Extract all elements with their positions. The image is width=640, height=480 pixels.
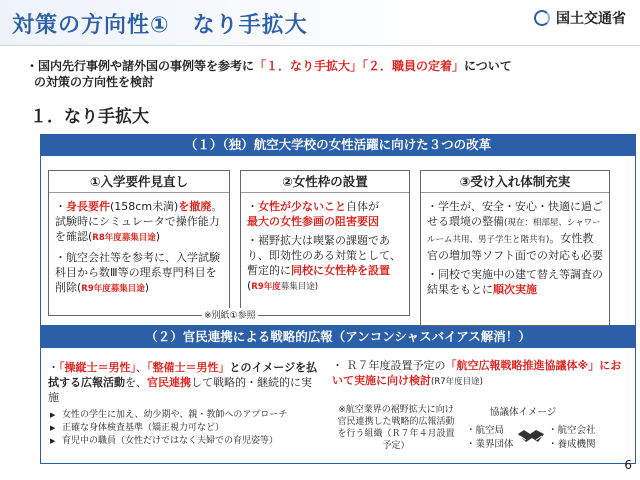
list-item: ▶ 正確な身体検査基準（矯正視力可など） <box>48 422 318 435</box>
section-heading-1: １．なり手拡大 <box>30 107 149 127</box>
column-heading-3: ③受け入れ体制充実 <box>421 171 609 193</box>
page-title: 対策の方向性① なり手拡大 <box>12 13 308 38</box>
col2-point-2: ・裾野拡大は喫緊の課題であり、即効性のある対策として、暫定的に同校に女性枠を設置(R9年度募集目途) <box>247 234 401 292</box>
band-heading-2: （２）官民連携による戦略的広報（アンコンシャスバイアス解消！） <box>40 326 636 348</box>
column-entry-requirements <box>48 170 230 316</box>
column-women-quota <box>240 170 410 316</box>
intro-text <box>26 58 626 90</box>
council-text: ・ Ｒ７年度設置予定の「航空広報戦略推進協議体※」において実施に向け検討(R7年度目途) <box>332 359 622 387</box>
col1-point-1: ・身長要件(158cm未満)を撤廃。試験時にシミュレータで操作能力を確認(R8年度募集目途) <box>55 200 223 243</box>
intro-highlight-1: 「１．なり手拡大」 <box>254 59 363 73</box>
intro-line2: の対策の方向性を検討 <box>34 75 155 89</box>
col2-point-1: ・女性が少ないこと自体が 最大の女性参画の阻害要因 <box>247 200 379 228</box>
ministry-logo <box>534 8 626 28</box>
column-heading-1: ①入学要件見直し <box>49 171 229 193</box>
council-members-right: ・航空会社 ・養成機関 <box>548 425 596 450</box>
reference-note: ※別紙①参照 <box>202 308 258 321</box>
list-item: ▶ 女性の学生に加え、幼少期や、親・教師へのアプローチ <box>48 409 318 422</box>
title-bar <box>0 0 640 46</box>
pr-strategy-text: ・「操縦士＝男性」、「整備士＝男性」とのイメージを払拭する広報活動を、官民連携して戦略的・継続的に実施 ▶ 女性の学生に加え、幼少期や、親・教師へのアプローチ ▶ 正確な身体検査基準（矯正視力可など） ▶ 育児中の職員（女性だけではなく夫婦での育児姿等） <box>48 360 318 448</box>
intro-post: について <box>464 59 512 73</box>
column-support-system <box>420 170 610 326</box>
col1-point-2: ・航空会社等を参考に、入学試験科目から数Ⅲ等の理系専門科目を削除(R9年度募集目途) <box>55 251 220 294</box>
col3-point-1: ・学生が、安全・安心・快適に過ごせる環境の整備(現在：相部屋、シャワールーム共用、男子学生と階共有)。女性教官の増加等ソフト面での対応も必要 <box>427 200 603 262</box>
intro-highlight-2: 「２．職員の定着」 <box>362 59 465 73</box>
col3-point-2: ・同校で実施中の建て替え等調査の結果をもとに順次実施 <box>427 268 603 296</box>
council-note: ※航空業界の裾野拡大に向け官民連携した戦略的広報活動を行う組織（Ｒ７年４月設置予定） <box>337 405 455 451</box>
column-heading-2: ②女性枠の設置 <box>241 171 409 193</box>
handshake-icon <box>516 426 546 446</box>
council-image-title: 協議体イメージ <box>490 407 557 418</box>
intro-pre: ・国内先行事例や諸外国の事例等を参考に <box>26 59 255 73</box>
list-item: ▶ 育児中の職員（女性だけではなく夫婦での育児姿等） <box>48 435 318 448</box>
band-heading-1: （１）（独）航空大学校の女性活躍に向けた３つの改革 <box>40 134 636 156</box>
council-members-left: ・航空局 ・業界団体 <box>466 425 514 450</box>
pr-sub-points <box>48 409 318 448</box>
ministry-name: 国土交通省 <box>556 11 626 27</box>
ministry-logo-icon <box>534 10 550 26</box>
page-number: 6 <box>624 458 632 472</box>
